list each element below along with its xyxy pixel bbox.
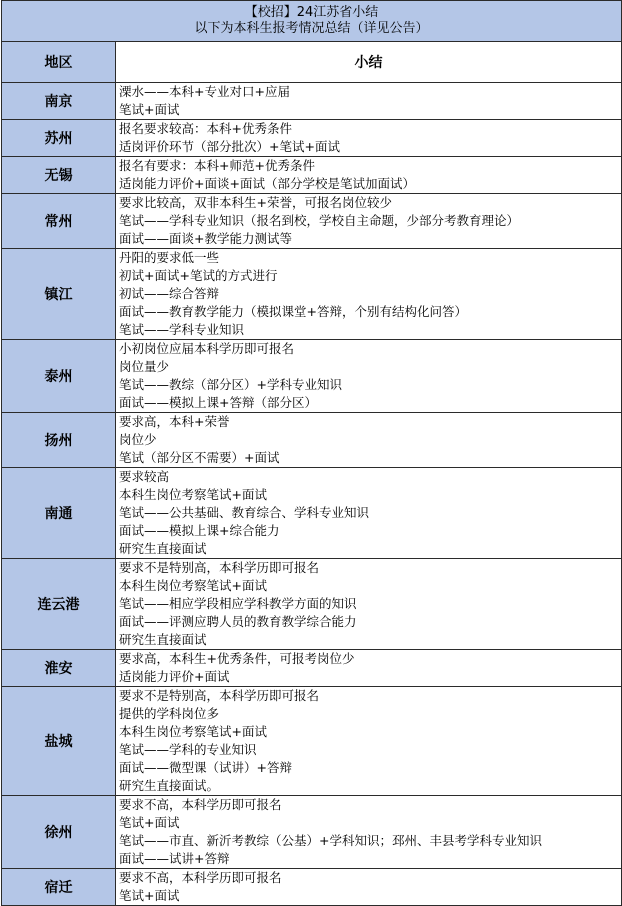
region-cell: 连云港	[2, 559, 116, 650]
summary-line: 面试——模拟上课+综合能力	[119, 523, 280, 538]
table-row	[2, 559, 622, 650]
summary-cell	[116, 413, 622, 468]
summary-line: 笔试+面试	[119, 102, 180, 117]
summary-line: 研究生直接面试	[119, 632, 207, 647]
summary-line: 适岗评价环节（部分批次）+笔试+面试	[119, 139, 340, 154]
summary-cell	[116, 468, 622, 559]
summary-line: 要求不是特别高，本科学历即可报名	[119, 560, 320, 575]
summary-line: 笔试（部分区不需要）+面试	[119, 450, 280, 465]
summary-column-header: 小结	[116, 42, 622, 83]
summary-line: 笔试——学科的专业知识	[119, 742, 257, 757]
summary-line: 岗位量少	[119, 359, 170, 374]
summary-table	[1, 0, 622, 906]
summary-line: 研究生直接面试	[119, 541, 207, 556]
summary-line: 面试——评测应聘人员的教育教学综合能力	[119, 614, 357, 629]
summary-line: 笔试——相应学段相应学科教学方面的知识	[119, 596, 357, 611]
summary-line: 笔试——教综（部分区）+学科专业知识	[119, 377, 342, 392]
title-line-1: 【校招】24江苏省小结	[244, 5, 379, 20]
summary-line: 岗位少	[119, 432, 157, 447]
table-row	[2, 157, 622, 194]
region-cell: 南通	[2, 468, 116, 559]
summary-line: 本科生岗位考察笔试+面试	[119, 724, 267, 739]
summary-line: 本科生岗位考察笔试+面试	[119, 578, 267, 593]
table-row	[2, 413, 622, 468]
summary-cell	[116, 869, 622, 906]
summary-line: 初试——综合答辩	[119, 286, 220, 301]
summary-cell	[116, 157, 622, 194]
summary-line: 笔试——学科专业知识（报名到校，学校自主命题，少部分考教育理论）	[119, 213, 520, 228]
summary-cell	[116, 120, 622, 157]
summary-line: 报名有要求：本科+师范+优秀条件	[119, 158, 315, 173]
summary-line: 报名要求较高：本科+优秀条件	[119, 121, 292, 136]
summary-line: 笔试+面试	[119, 815, 180, 830]
summary-line: 本科生岗位考察笔试+面试	[119, 487, 267, 502]
summary-line: 面试——试讲+答辩	[119, 851, 230, 866]
summary-line: 要求不高，本科学历即可报名	[119, 797, 282, 812]
region-column-header: 地区	[2, 42, 116, 83]
summary-line: 溧水——本科+专业对口+应届	[119, 84, 290, 99]
title-line-2: 以下为本科生报考情况总结（详见公告）	[194, 21, 429, 36]
summary-line: 要求高，本科生+优秀条件，可报考岗位少	[119, 651, 355, 666]
summary-line: 笔试+面试	[119, 888, 180, 903]
summary-line: 小初岗位应届本科学历即可报名	[119, 341, 295, 356]
summary-line: 要求较高	[119, 469, 170, 484]
region-cell: 南京	[2, 83, 116, 120]
summary-line: 面试——教育教学能力（模拟课堂+答辩，个别有结构化问答）	[119, 304, 467, 319]
summary-line: 笔试——公共基础、教育综合、学科专业知识	[119, 505, 370, 520]
region-cell: 徐州	[2, 796, 116, 869]
table-row	[2, 650, 622, 687]
summary-cell	[116, 340, 622, 413]
summary-line: 适岗能力评价+面试	[119, 669, 230, 684]
region-cell: 淮安	[2, 650, 116, 687]
title-row	[2, 1, 622, 42]
summary-cell	[116, 559, 622, 650]
summary-line: 要求不高，本科学历即可报名	[119, 870, 282, 885]
summary-cell	[116, 249, 622, 340]
summary-cell	[116, 687, 622, 796]
summary-cell	[116, 83, 622, 120]
summary-line: 面试——面谈+教学能力测试等	[119, 231, 292, 246]
summary-line: 初试+面试+笔试的方式进行	[119, 268, 278, 283]
region-cell: 苏州	[2, 120, 116, 157]
table-row	[2, 194, 622, 249]
summary-line: 笔试——市直、新沂考教综（公基）+学科知识；邳州、丰县考学科专业知识	[119, 833, 542, 848]
summary-line: 笔试——学科专业知识	[119, 322, 245, 337]
summary-line: 面试——模拟上课+答辩（部分区）	[119, 395, 317, 410]
column-header-row	[2, 42, 622, 83]
region-cell: 宿迁	[2, 869, 116, 906]
summary-cell	[116, 650, 622, 687]
table-row	[2, 687, 622, 796]
summary-cell	[116, 194, 622, 249]
table-row	[2, 83, 622, 120]
region-cell: 盐城	[2, 687, 116, 796]
region-cell: 扬州	[2, 413, 116, 468]
summary-line: 面试——微型课（试讲）+答辩	[119, 760, 292, 775]
summary-line: 要求高，本科+荣誉	[119, 414, 230, 429]
table-row	[2, 869, 622, 906]
summary-line: 研究生直接面试。	[119, 778, 220, 793]
region-cell: 镇江	[2, 249, 116, 340]
region-cell: 泰州	[2, 340, 116, 413]
summary-line: 要求不是特别高，本科学历即可报名	[119, 688, 320, 703]
summary-line: 要求比较高，双非本科生+荣誉，可报名岗位较少	[119, 195, 392, 210]
table-row	[2, 340, 622, 413]
title-cell	[2, 1, 622, 42]
table-row	[2, 468, 622, 559]
summary-line: 提供的学科岗位多	[119, 706, 220, 721]
table-row	[2, 796, 622, 869]
table-row	[2, 120, 622, 157]
summary-line: 丹阳的要求低一些	[119, 250, 220, 265]
table-row	[2, 249, 622, 340]
region-cell: 常州	[2, 194, 116, 249]
summary-line: 适岗能力评价+面谈+面试（部分学校是笔试加面试）	[119, 176, 415, 191]
summary-cell	[116, 796, 622, 869]
region-cell: 无锡	[2, 157, 116, 194]
